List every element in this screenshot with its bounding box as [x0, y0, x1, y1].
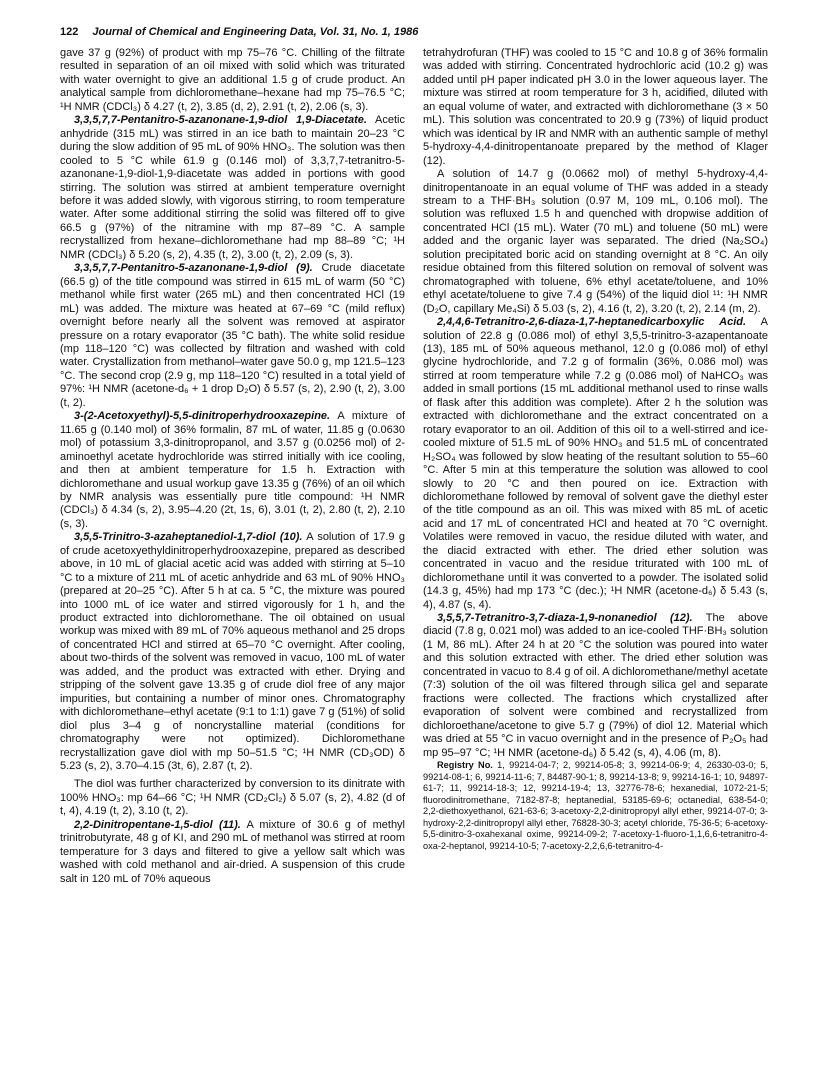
registry-label: Registry No.	[437, 760, 493, 771]
section-heading: 2,4,4,6-Tetranitro-2,6-diaza-1,7-heptanedicarboxylic Acid.	[437, 316, 747, 329]
running-header	[60, 26, 760, 38]
paragraph: 2,2-Dinitropentane-1,5-diol (11). A mixture of 30.6 g of methyl trinitrobutyrate, 48 g of KI, and 290 mL of methanol was stirred at room temperature for 3 days and filtered to give a yellow salt which was washed with cold methanol and air-dried. A suspension of this crude salt in 120 mL of 70% aqueous	[60, 818, 405, 885]
page-number: 122	[60, 26, 79, 38]
section-heading: 3,3,5,7,7-Pentanitro-5-azanonane-1,9-diol 1,9-Diacetate.	[74, 114, 367, 127]
paragraph: A solution of 14.7 g (0.0662 mol) of methyl 5-hydroxy-4,4-dinitropentanoate in an equal volume of THF was added in a steady stream to a THF·BH₃ solution (0.97 M, 109 mL, 0.106 mol). The solution was refluxed 1.5 h and quenched with dropwise addition of concentrated HCl (15 mL). Water (70 mL) and toluene (50 mL) were added and the organic layer was separated. The dried (Na₂SO₄) solution precipitated boric acid on standing overnight at 8 °C. An oily residue obtained from this filtered solution on removal of solvent was chromatographed with toluene, 6% ethyl acetate/toluene, and 10% ethyl acetate/toluene to give 7.4 g (54%) of the liquid diol ¹¹: ¹H NMR (D₂O, capillary Me₄Si) δ 5.03 (s, 2), 4.16 (t, 2), 3.20 (t, 2), 2.14 (m, 2).	[423, 168, 768, 315]
paragraph: 3-(2-Acetoxyethyl)-5,5-dinitroperhydrooxazepine. A mixture of 11.65 g (0.140 mol) of 36% formalin, 87 mL of water, 11.85 g (0.0630 mol) of potassium 3,3-dinitropropanol, and 3.57 g (0.0256 mol) of 2-aminoethyl acetate hydrochloride was stirred initially with ice cooling, and then at ambient temperature for 1.5 h. Extraction with dichloromethane and usual workup gave 13.35 g (76%) of an oil which by NMR analysis was essentially pure title compound: ¹H NMR (CDCl₃) δ 4.34 (s, 2), 3.95–4.20 (2t, 1s, 6), 3.01 (t, 2), 2.80 (t, 2), 2.10 (s, 3).	[60, 410, 405, 530]
right-column	[423, 47, 768, 1057]
section-heading: 3,3,5,7,7-Pentanitro-5-azanonane-1,9-diol (9).	[74, 262, 313, 275]
section-heading: 3,5,5,7-Tetranitro-3,7-diaza-1,9-nonanediol (12).	[437, 612, 693, 625]
section-heading: 2,2-Dinitropentane-1,5-diol (11).	[74, 818, 241, 831]
paragraph: gave 37 g (92%) of product with mp 75–76 °C. Chilling of the filtrate resulted in separation of an oil mixed with solid which was triturated with water overnight to give an additional 1.5 g of crude product. An analytical sample from dichloromethane–hexane had mp 75–76.5 °C; ¹H NMR (CDCl₃) δ 4.27 (t, 2), 3.85 (d, 2), 2.91 (t, 2), 2.06 (s, 3).	[60, 47, 405, 113]
section-heading: 3,5,5-Trinitro-3-azaheptanediol-1,7-diol (10).	[74, 531, 303, 544]
left-column	[60, 47, 405, 1057]
paragraph: 2,4,4,6-Tetranitro-2,6-diaza-1,7-heptanedicarboxylic Acid. A solution of 22.8 g (0.086 mol) of ethyl 3,5,5-trinitro-3-azapentanoate (13), 185 mL of 50% aqueous methanol, 12.0 g (0.086 mol) of ethyl glycine hydrochloride, and 7.2 g of formalin (36%, 0.086 mol) was stirred at room temperature while 7.2 g (0.086 mol) of NaHCO₃ was added in small portions (15 mL additional methanol used to rinse walls of flask after this addition was complete). After 2 h the solution was extracted with dichloromethane and the extract concentrated on a rotary evaporator to an oil. Addition of this oil to a well-stirred and ice-cooled mixture of 51.5 mL of 90% HNO₃ and 51.5 mL of concentrated H₂SO₄ was followed by slow heating of the resultant solution to 55–60 °C. After 5 min at this temperature the solution was allowed to cool slowly to 20 °C and then poured on ice. Extraction with dichloromethane followed by removal of solvent gave the diethyl ester of the title compound as an oil. This was mixed with 85 mL of acetic acid and 17 mL of concentrated HCl and heated at 70 °C overnight. Volatiles were removed in vacuo, the residue diluted with water, and the diacid extracted with ether. The dried ether solution was concentrated in vacuo and the residue triturated with 100 mL of dichloromethane until it was converted to a powder. The isolated solid (14.3 g, 45%) had mp 173 °C (dec.); ¹H NMR (acetone-d₆) δ 5.43 (s, 4), 4.87 (s, 4).	[423, 316, 768, 611]
paragraph: 3,3,5,7,7-Pentanitro-5-azanonane-1,9-diol (9). Crude diacetate (66.5 g) of the title compound was stirred in 615 mL of warm (50 °C) methanol while first water (265 mL) and then concentrated HCl (19 mL) was added. The mixture was heated at 67–69 °C (mild reflux) overnight before nearly all the solvent was removed at aspirator pressure on a rotary evaporator (35 °C bath). The white solid residue (mp 118–120 °C) was collected by filtration and washed with cold water. Crystallization from methanol–water gave 50.0 g, mp 121.5–123 °C. The second crop (2.9 g, mp 118–120 °C) resulted in a total yield of 97%: ¹H NMR (acetone-d₆ + 1 drop D₂O) δ 5.57 (s, 2), 2.90 (t, 2), 3.00 (t, 2).	[60, 262, 405, 409]
journal-citation: Journal of Chemical and Engineering Data, Vol. 31, No. 1, 1986	[92, 26, 419, 38]
paragraph: 3,3,5,7,7-Pentanitro-5-azanonane-1,9-diol 1,9-Diacetate. Acetic anhydride (315 mL) was stirred in an ice bath to maintain 20–23 °C during the slow addition of 95 mL of 90% HNO₃. The solution was then cooled to 5 °C while 61.9 g (0.146 mol) of 3,3,7,7-tetranitro-5-azanonane-1,9-diol-1,9-diacetate was added in portions with good stirring. The solution was stirred at ambient temperature overnight before it was added slowly, with vigorous stirring, to room temperature water. After some additional stirring the solid was filtered off to give 66.5 g (97%) of the nitramine with mp 87–89 °C. A sample recrystallized from hexane–dichloromethane had mp 88–89 °C; ¹H NMR (CDCl₃) δ 5.20 (s, 2), 4.35 (t, 2), 3.00 (t, 2), 2.09 (s, 3).	[60, 114, 405, 261]
paragraph: The diol was further characterized by conversion to its dinitrate with 100% HNO₃: mp 64–66 °C; ¹H NMR (CD₂Cl₂) δ 5.07 (s, 2), 4.82 (d of t, 4), 4.19 (t, 2), 3.10 (t, 2).	[60, 778, 405, 818]
paragraph: 3,5,5-Trinitro-3-azaheptanediol-1,7-diol (10). A solution of 17.9 g of crude acetoxyethyldinitroperhydrooxazepine, prepared as described above, in 10 mL of glacial acetic acid was added with stirring at 5–10 °C to a mixture of 211 mL of acetic anhydride and 63 mL of 90% HNO₃ (prepared at 20–25 °C). After 5 h at ca. 5 °C, the mixture was poured into 1000 mL of ice water and stirred vigorously for 1 h, and the product extracted into dichloromethane. The oil obtained on usual workup was mixed with 89 mL of 70% aqueous methanol and 25 drops of concentrated HCl and stirred at 65–70 °C overnight. After cooling, about two-thirds of the solvent was removed in vacuo, 100 mL of water was added, and the product was extracted with ether. Drying and stripping of the solvent gave 13.35 g of crude diol free of any major impurities, but containing a number of minor ones. Chromatography with dichloromethane–ethyl acetate (9:1 to 1:1) gave 7 g (51%) of solid diol plus 3–4 g of noncrystalline material (conditions for chromatography were not optimized). Dichloromethane recrystallization gave diol with mp 50–51.5 °C; ¹H NMR (CD₃OD) δ 5.23 (s, 2), 3.70–4.15 (3t, 6), 2.87 (t, 2).	[60, 531, 405, 773]
section-heading: 3-(2-Acetoxyethyl)-5,5-dinitroperhydrooxazepine.	[74, 410, 331, 423]
registry-numbers: Registry No. 1, 99214-04-7; 2, 99214-05-8; 3, 99214-06-9; 4, 26330-03-0; 5, 99214-08-1; 6, 99214-11-6; 7, 84487-90-1; 8, 99214-13-8; 9, 99214-16-1; 10, 94897-61-7; 11, 99214-18-3; 12, 99214-19-4; 13, 32776-78-6; hexanedial, 1072-21-5; fluorodinitromethane, 7182-87-8; heptanedial, 53185-69-6; octanedial, 638-54-0; 2,2-diethoxyethanol, 621-63-6; 3-acetoxy-2,2-dinitropropyl allyl ether, 99214-07-0; 3-hydroxy-2,2-dinitropropyl allyl ether, 76828-30-3; acetyl chloride, 75-36-5; 6-acetoxy-5,5-dinitro-3-oxahexanal oxime, 99214-09-2; 7-acetoxy-1-fluoro-1,1,6,6-tetranitro-4-oxa-2-heptanol, 99214-10-5; 7-acetoxy-2,2,6,6-tetranitro-4-	[423, 760, 768, 851]
paragraph: tetrahydrofuran (THF) was cooled to 15 °C and 10.8 g of 36% formalin was added with stirring. Concentrated hydrochloric acid (10.2 g) was added until pH paper indicated pH 3.0 in the lower aqueous layer. The mixture was stirred at room temperature for 3 h, acidified, diluted with an equal volume of water, and extracted with dichloromethane (3 × 50 mL). This solution was concentrated to 20.9 g (73%) of liquid product which was identical by IR and NMR with an authentic sample of methyl 5-hydroxy-4,4-dinitropentanoate prepared by the method of Klager (12).	[423, 47, 768, 167]
paragraph: 3,5,5,7-Tetranitro-3,7-diaza-1,9-nonanediol (12). The above diacid (7.8 g, 0.021 mol) was added to an ice-cooled THF·BH₃ solution (1 M, 86 mL). After 24 h at 20 °C the solution was poured into water and this solution extracted with ether. The dried ether solution was concentrated in vacuo to 8.4 g of oil. A dichloromethane/methyl acetate (7:3) solution of the oil was filtered through silica gel and separate fractions were collected. The fractions which crystallized after evaporation of solvent were combined and recrystallized from dichloroethane/acetone to give 5.7 g (79%) of diol 12. Material which was dried at 55 °C in vacuo overnight and in the presence of P₂O₅ had mp 95–97 °C; ¹H NMR (acetone-d₆) δ 5.42 (s, 4), 4.06 (m, 8).	[423, 612, 768, 759]
